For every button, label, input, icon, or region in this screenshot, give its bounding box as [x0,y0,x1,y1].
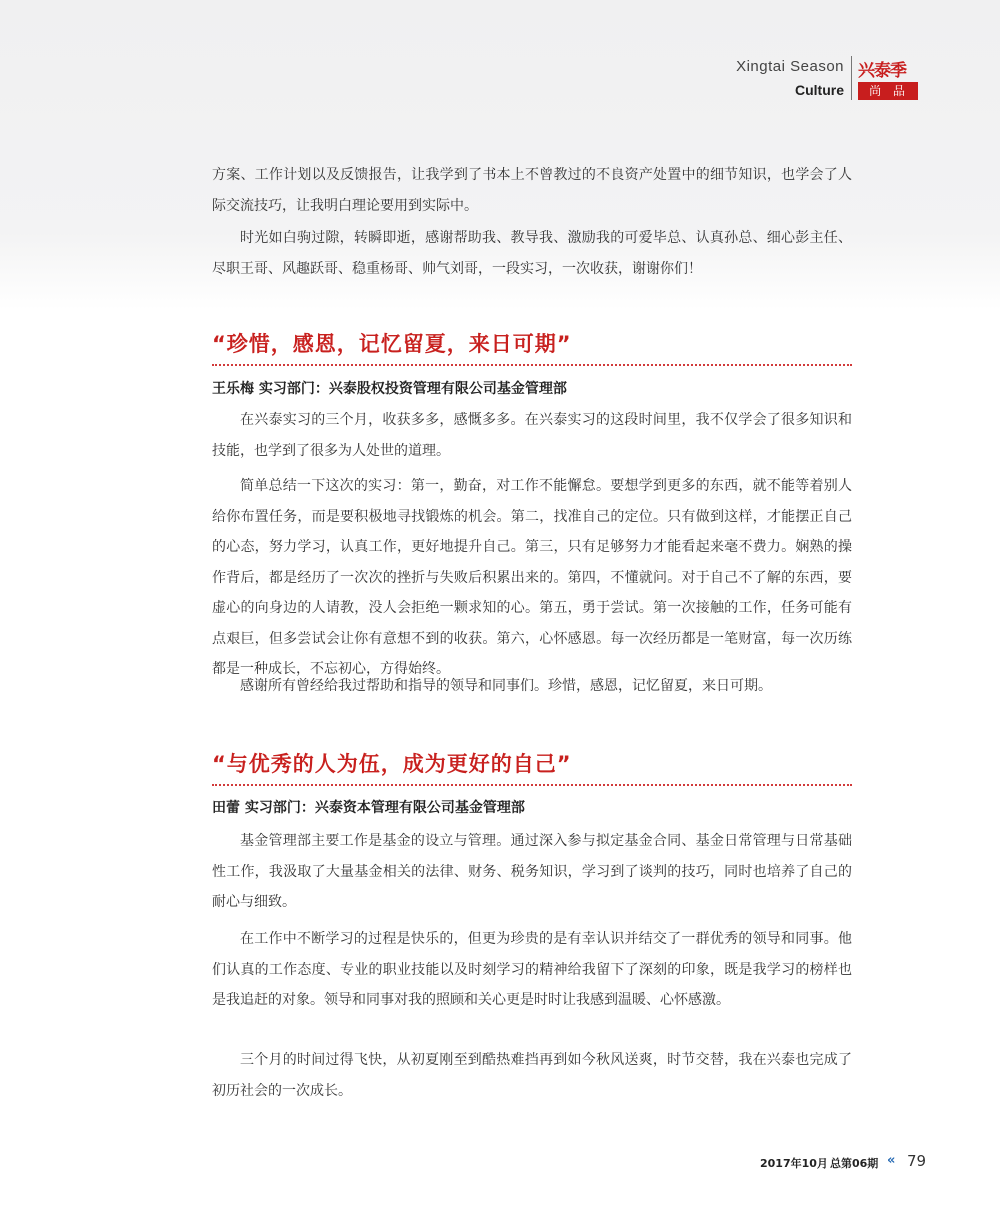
section-name-cn: 尚 品 [858,82,918,100]
magazine-name-en: Xingtai Season [736,58,844,75]
section-name-en: Culture [795,82,844,98]
issue-date: 2017年10月 [760,1157,828,1170]
intro-paragraph-2: 时光如白驹过隙，转瞬即逝，感谢帮助我、教导我、激励我的可爱毕总、认真孙总、细心彭主任、尽职王哥、风趣跃哥、稳重杨哥、帅气刘哥，一段实习，一次收获，谢谢你们！ [212,230,852,277]
section-1-heading: “珍惜，感恩，记忆留夏，来日可期” [212,332,572,356]
header-divider [851,56,852,100]
page-number: 79 [907,1152,927,1170]
section-2-divider [212,784,852,786]
section-1-divider [212,364,852,366]
section-2-paragraph-3: 三个月的时间过得飞快，从初夏刚至到酷热难挡再到如今秋风送爽，时节交替，我在兴泰也完成了初历社会的一次成长。 [212,1052,852,1099]
double-chevron-left-icon: « [887,1153,896,1168]
section-2-author: 田蕾 实习部门：兴泰资本管理有限公司基金管理部 [212,800,525,816]
section-2-paragraph-1: 基金管理部主要工作是基金的设立与管理。通过深入参与拟定基金合同、基金日常管理与日常基础性工作，我汲取了大量基金相关的法律、财务、税务知识，学习到了谈判的技巧，同时也培养了自己的耐心与细致。 [212,833,852,910]
intro-paragraph-1: 方案、工作计划以及反馈报告，让我学到了书本上不曾教过的不良资产处置中的细节知识，也学会了人际交流技巧，让我明白理论要用到实际中。 [212,167,852,214]
section-1-paragraph-3: 感谢所有曾经给我过帮助和指导的领导和同事们。珍惜，感恩，记忆留夏，来日可期。 [240,678,772,694]
section-2-paragraph-2: 在工作中不断学习的过程是快乐的，但更为珍贵的是有幸认识并结交了一群优秀的领导和同事。他们认真的工作态度、专业的职业技能以及时刻学习的精神给我留下了深刻的印象，既是我学习的榜样也是我追赶的对象。领导和同事对我的照顾和关心更是时时让我感到温暖、心怀感激。 [212,931,852,1008]
brand-logo: 兴泰季 [858,61,906,81]
section-1-author: 王乐梅 实习部门：兴泰股权投资管理有限公司基金管理部 [212,381,567,397]
section-1-paragraph-2: 简单总结一下这次的实习：第一，勤奋，对工作不能懈怠。要想学到更多的东西，就不能等着别人给你布置任务，而是要积极地寻找锻炼的机会。第二，找准自己的定位。只有做到这样，才能摆正自己的心态，努力学习，认真工作，更好地提升自己。第三，只有足够努力才能看起来毫不费力。娴熟的操作背后，都是经历了一次次的挫折与失败后积累出来的。第四，不懂就问。对于自己不了解的东西，要虚心的向身边的人请教，没人会拒绝一颗求知的心。第五，勇于尝试。第一次接触的工作，任务可能有点艰巨，但多尝试会让你有意想不到的收获。第六，心怀感恩。每一次经历都是一笔财富，每一次历练都是一种成长，不忘初心，方得始终。 [212,478,852,677]
section-2-heading: “与优秀的人为伍，成为更好的自己” [212,752,572,776]
page-header [700,56,930,106]
issue-number: 总第06期 [830,1157,879,1170]
page-footer [760,1152,940,1172]
section-1-paragraph-1: 在兴泰实习的三个月，收获多多，感慨多多。在兴泰实习的这段时间里，我不仅学会了很多知识和技能，也学到了很多为人处世的道理。 [212,412,852,459]
